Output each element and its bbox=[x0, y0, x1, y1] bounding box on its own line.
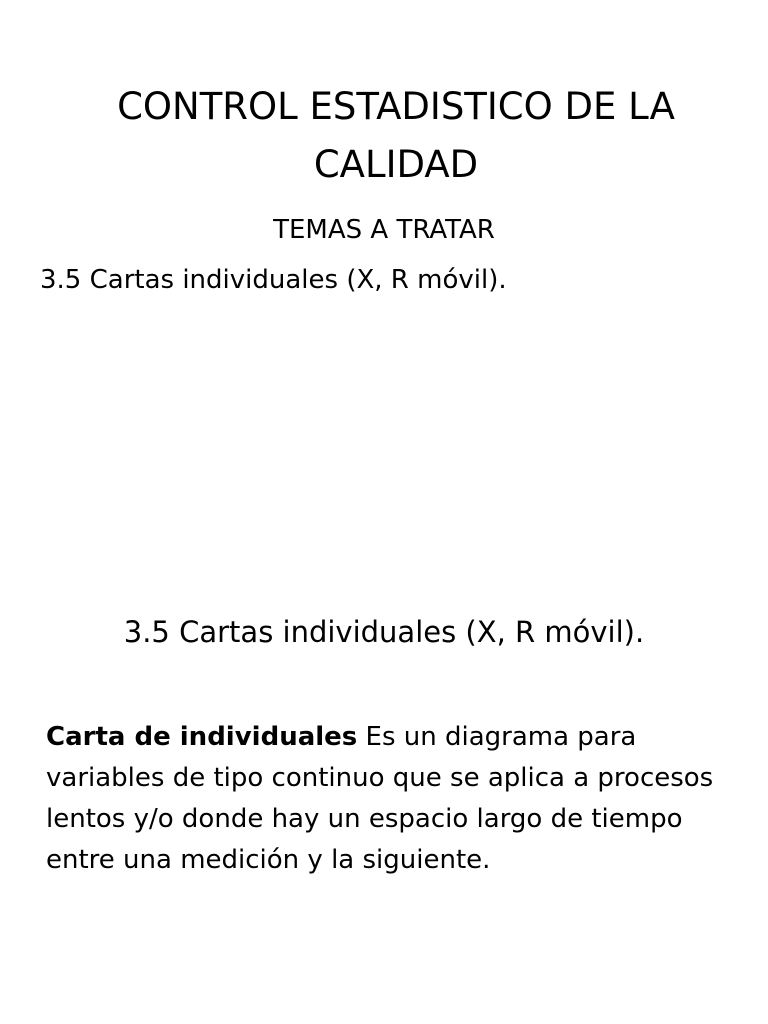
definition-paragraph bbox=[46, 717, 746, 881]
definition-term: Carta de individuales bbox=[46, 722, 358, 752]
topic-item: 3.5 Cartas individuales (X, R móvil). bbox=[40, 265, 507, 295]
definition-text: Es un diagrama para variables de tipo continuo que se aplica a procesos lentos y/o donde hay un espacio largo de tiempo entre una medición y la siguiente. bbox=[46, 722, 714, 875]
slide-heading: 3.5 Cartas individuales (X, R móvil). bbox=[123, 615, 645, 649]
topics-heading: TEMAS A TRATAR bbox=[273, 215, 495, 245]
slide-definition bbox=[0, 512, 768, 1024]
page-title: CONTROL ESTADISTICO DE LA CALIDAD bbox=[117, 85, 675, 186]
